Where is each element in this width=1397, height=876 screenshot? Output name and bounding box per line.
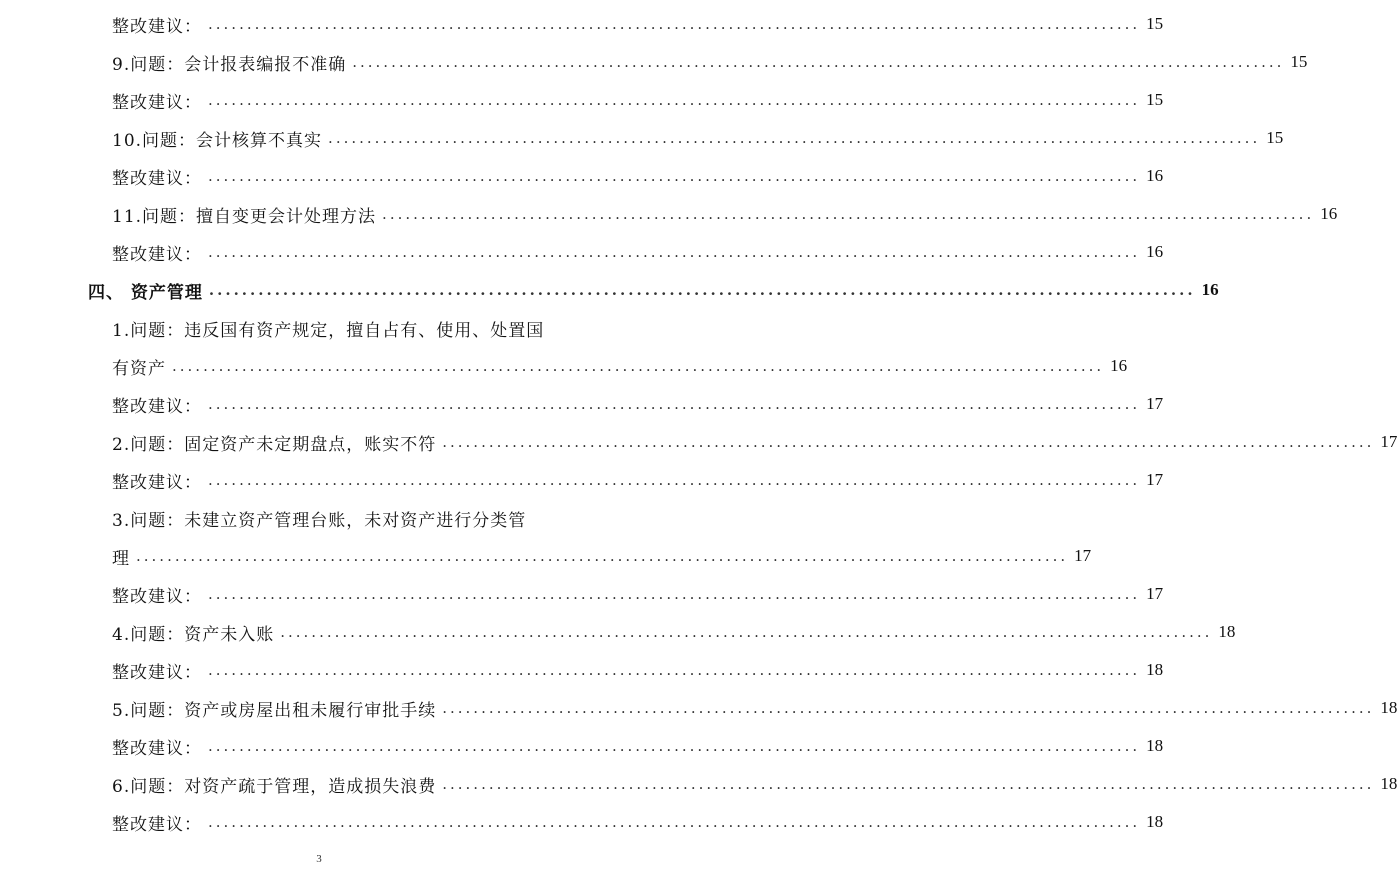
toc-page-number: 15: [1266, 128, 1284, 147]
dot-leader: ........................................................................................................................: [208, 281, 1196, 299]
toc-page-number: 16: [1110, 356, 1128, 375]
toc-page-number: 18: [1146, 812, 1164, 831]
toc-page-number: 18: [1218, 622, 1236, 641]
dot-leader: ........................................................................................................................: [208, 395, 1141, 413]
dot-leader: ........................................................................................................................: [208, 813, 1141, 831]
toc-page-number: 15: [1290, 52, 1308, 71]
dot-leader: ........................................................................................................................: [208, 15, 1141, 33]
table-of-contents: [0, 5, 1397, 841]
toc-entry-label: 理: [112, 548, 130, 569]
toc-entry-label: 整改建议：: [112, 244, 202, 265]
toc-entry[interactable]: [0, 119, 1284, 157]
toc-entry-label: 整改建议：: [112, 814, 202, 835]
toc-entry[interactable]: [0, 461, 1164, 499]
toc-entry[interactable]: [0, 233, 1164, 271]
toc-page-number: 18: [1380, 698, 1397, 717]
toc-entry-label: 3.问题：未建立资产管理台账，未对资产进行分类管: [112, 510, 527, 531]
toc-page-number: 18: [1146, 736, 1164, 755]
toc-page-number: 15: [1146, 90, 1164, 109]
toc-entry-label: 有资产: [112, 358, 166, 379]
dot-leader: ........................................................................................................................: [442, 433, 1375, 451]
toc-page-number: 18: [1146, 660, 1164, 679]
dot-leader: ........................................................................................................................: [208, 243, 1141, 261]
toc-page-number: 17: [1146, 584, 1164, 603]
toc-entry[interactable]: [0, 727, 1164, 765]
toc-page-number: 16: [1146, 166, 1164, 185]
toc-entry-label: 整改建议：: [112, 92, 202, 113]
toc-page-number: 18: [1380, 774, 1397, 793]
toc-entry-label: 5.问题：资产或房屋出租未履行审批手续: [112, 700, 437, 721]
toc-entry[interactable]: [0, 385, 1164, 423]
dot-leader: ........................................................................................................................: [136, 547, 1069, 565]
toc-entry[interactable]: [0, 423, 1397, 461]
dot-leader: ........................................................................................................................: [172, 357, 1105, 375]
toc-entry-label: 4.问题：资产未入账: [112, 624, 275, 645]
toc-entry-label: 整改建议：: [112, 662, 202, 683]
toc-page-number: 17: [1380, 432, 1397, 451]
dot-leader: ........................................................................................................................: [208, 91, 1141, 109]
toc-entry[interactable]: [0, 613, 1236, 651]
dot-leader: ........................................................................................................................: [352, 53, 1285, 71]
toc-entry-line[interactable]: [0, 309, 638, 347]
page-number: 3: [316, 853, 322, 865]
toc-entry[interactable]: [0, 765, 1397, 803]
toc-entry[interactable]: [0, 803, 1164, 841]
toc-entry[interactable]: [0, 575, 1164, 613]
toc-entry-label: 整改建议：: [112, 738, 202, 759]
dot-leader: ........................................................................................................................: [382, 205, 1315, 223]
dot-leader: ........................................................................................................................: [442, 699, 1375, 717]
dot-leader: ........................................................................................................................: [208, 585, 1141, 603]
toc-page-number: 15: [1146, 14, 1164, 33]
toc-page-number: 16: [1146, 242, 1164, 261]
toc-entry-label: 9.问题：会计报表编报不准确: [112, 54, 347, 75]
toc-entry-label: 整改建议：: [112, 168, 202, 189]
toc-entry-label: 整改建议：: [112, 586, 202, 607]
toc-section-heading[interactable]: [0, 271, 1219, 309]
toc-entry[interactable]: [0, 5, 1164, 43]
toc-entry[interactable]: [0, 195, 1338, 233]
toc-entry-label: 6.问题：对资产疏于管理，造成损失浪费: [112, 776, 437, 797]
toc-entry-label: 2.问题：固定资产未定期盘点，账实不符: [112, 434, 437, 455]
toc-page-number: 17: [1074, 546, 1092, 565]
toc-entry[interactable]: [0, 651, 1164, 689]
dot-leader: ........................................................................................................................: [208, 661, 1141, 679]
toc-page-number: 16: [1320, 204, 1338, 223]
dot-leader: ........................................................................................................................: [280, 623, 1213, 641]
toc-entry[interactable]: [0, 347, 1128, 385]
dot-leader: ........................................................................................................................: [442, 775, 1375, 793]
toc-entry[interactable]: [0, 537, 1092, 575]
toc-entry[interactable]: [0, 43, 1308, 81]
toc-entry[interactable]: [0, 157, 1164, 195]
toc-entry-label: 11.问题：擅自变更会计处理方法: [112, 206, 377, 227]
toc-page-number: 17: [1146, 394, 1164, 413]
toc-page-number: 16: [1201, 280, 1219, 299]
toc-entry-label: 10.问题：会计核算不真实: [112, 130, 323, 151]
toc-entry-label: 四、 资产管理: [88, 282, 203, 303]
toc-page-number: 17: [1146, 470, 1164, 489]
toc-entry-label: 整改建议：: [112, 16, 202, 37]
toc-entry-line[interactable]: [0, 499, 638, 537]
toc-entry-label: 整改建议：: [112, 396, 202, 417]
toc-entry[interactable]: [0, 689, 1397, 727]
dot-leader: ........................................................................................................................: [208, 471, 1141, 489]
toc-entry[interactable]: [0, 81, 1164, 119]
toc-entry-label: 1.问题：违反国有资产规定，擅自占有、使用、处置国: [112, 320, 545, 341]
dot-leader: ........................................................................................................................: [208, 737, 1141, 755]
toc-entry-label: 整改建议：: [112, 472, 202, 493]
dot-leader: ........................................................................................................................: [208, 167, 1141, 185]
dot-leader: ........................................................................................................................: [328, 129, 1261, 147]
